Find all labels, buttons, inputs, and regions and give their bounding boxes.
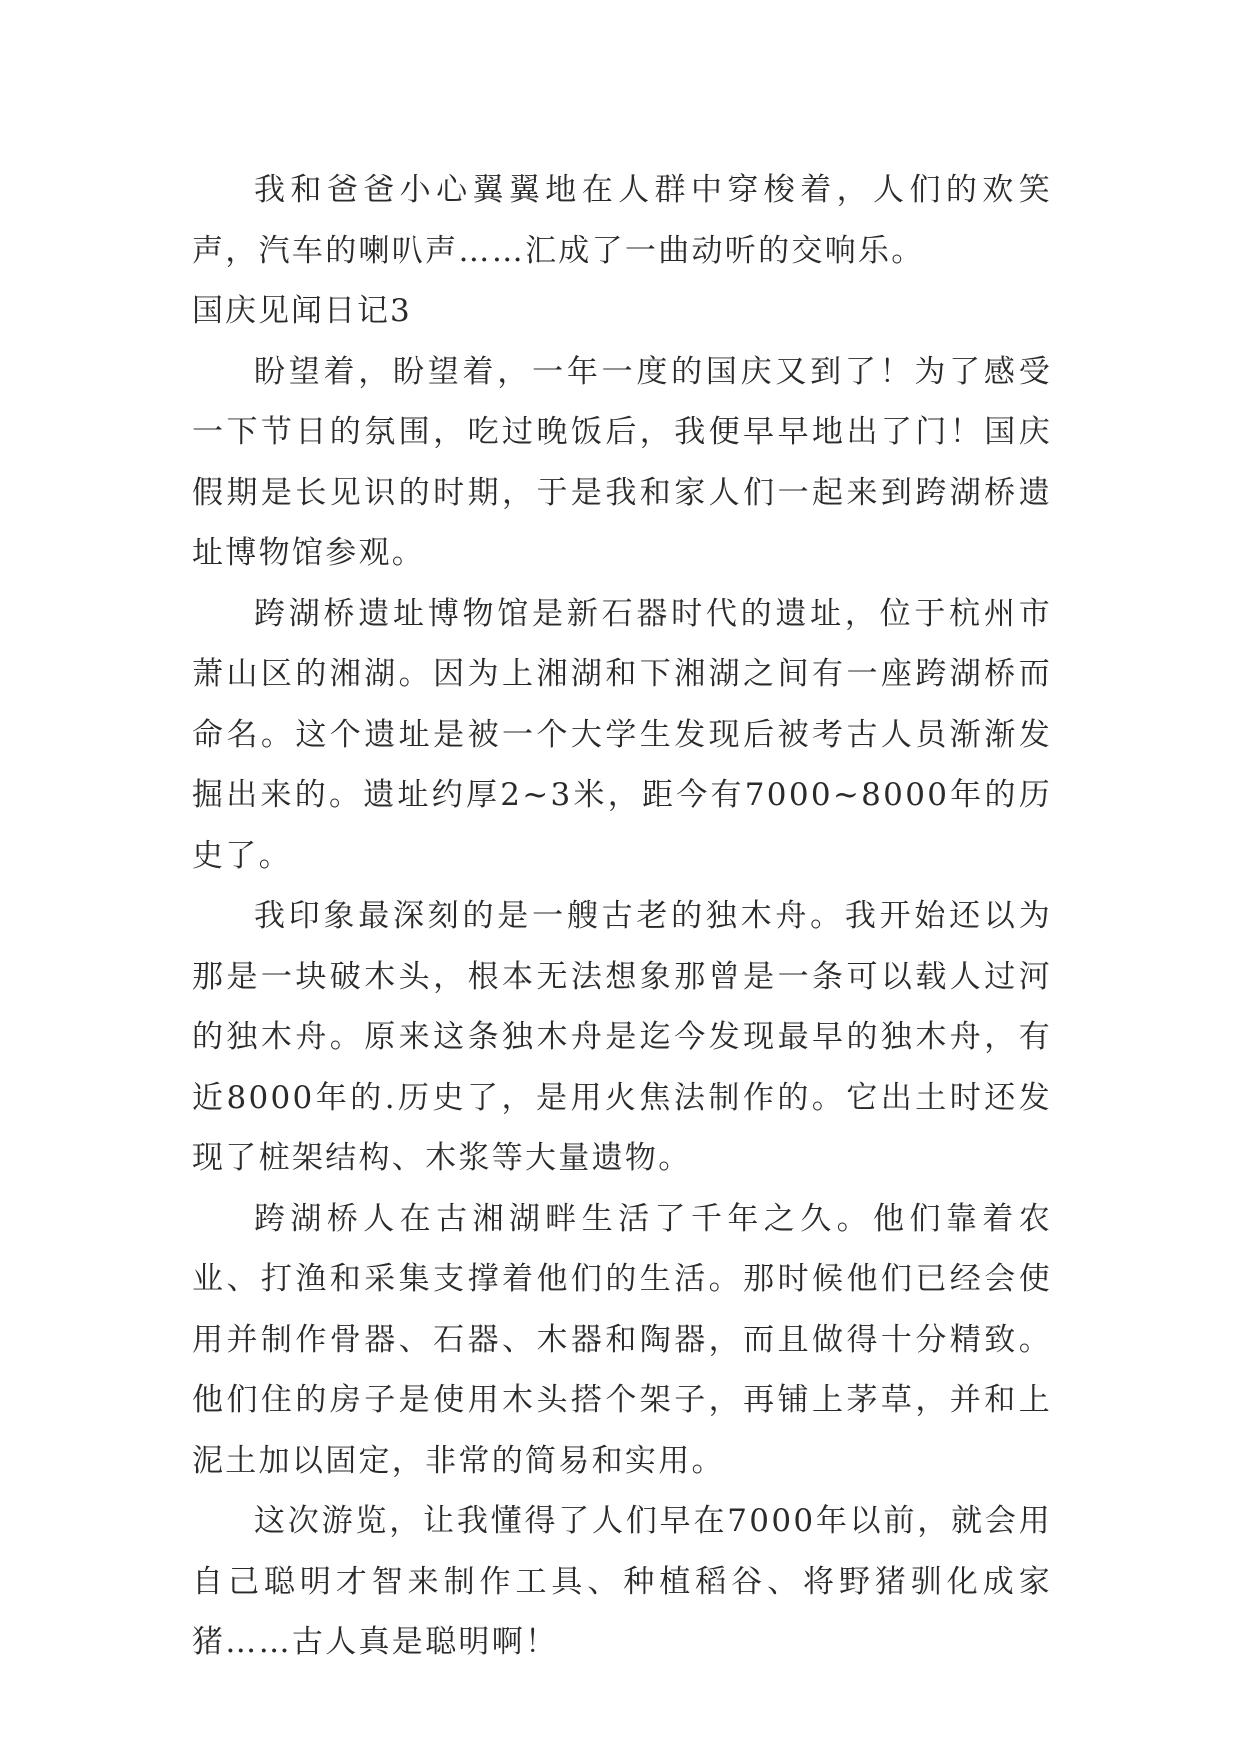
paragraph-5: 这次游览，让我懂得了人们早在7000年以前，就会用自己聪明才智来制作工具、种植稻谷、将野猪驯化成家猪……古人真是聪明啊！ xyxy=(192,1503,1052,1660)
intro-paragraph: 我和爸爸小心翼翼地在人群中穿梭着，人们的欢笑声，汽车的喇叭声……汇成了一曲动听的交响乐。 xyxy=(192,172,1052,269)
paragraph-4: 跨湖桥人在古湘湖畔生活了千年之久。他们靠着农业、打渔和采集支撑着他们的生活。那时候他们已经会使用并制作骨器、石器、木器和陶器，而且做得十分精致。他们住的房子是使用木头搭个架子，再铺上茅草，并和上泥土加以固定，非常的简易和实用。 xyxy=(192,1200,1052,1479)
diary-title: 国庆见闻日记3 xyxy=(192,293,412,329)
paragraph-2: 跨湖桥遗址博物馆是新石器时代的遗址，位于杭州市萧山区的湘湖。因为上湘湖和下湘湖之间有一座跨湖桥而命名。这个遗址是被一个大学生发现后被考古人员渐渐发掘出来的。遗址约厚2~3米，距今有7000~8000年的历史了。 xyxy=(192,595,1052,874)
document-body xyxy=(192,160,1052,1673)
paragraph-3: 我印象最深刻的是一艘古老的独木舟。我开始还以为那是一块破木头，根本无法想象那曾是一条可以载人过河的独木舟。原来这条独木舟是迄今发现最早的独木舟，有近8000年的.历史了，是用火焦法制作的。它出土时还发现了桩架结构、木浆等大量遗物。 xyxy=(192,898,1052,1176)
paragraph-1: 盼望着，盼望着，一年一度的国庆又到了！为了感受一下节日的氛围，吃过晚饭后，我便早早地出了门！国庆假期是长见识的时期，于是我和家人们一起来到跨湖桥遗址博物馆参观。 xyxy=(192,353,1052,571)
